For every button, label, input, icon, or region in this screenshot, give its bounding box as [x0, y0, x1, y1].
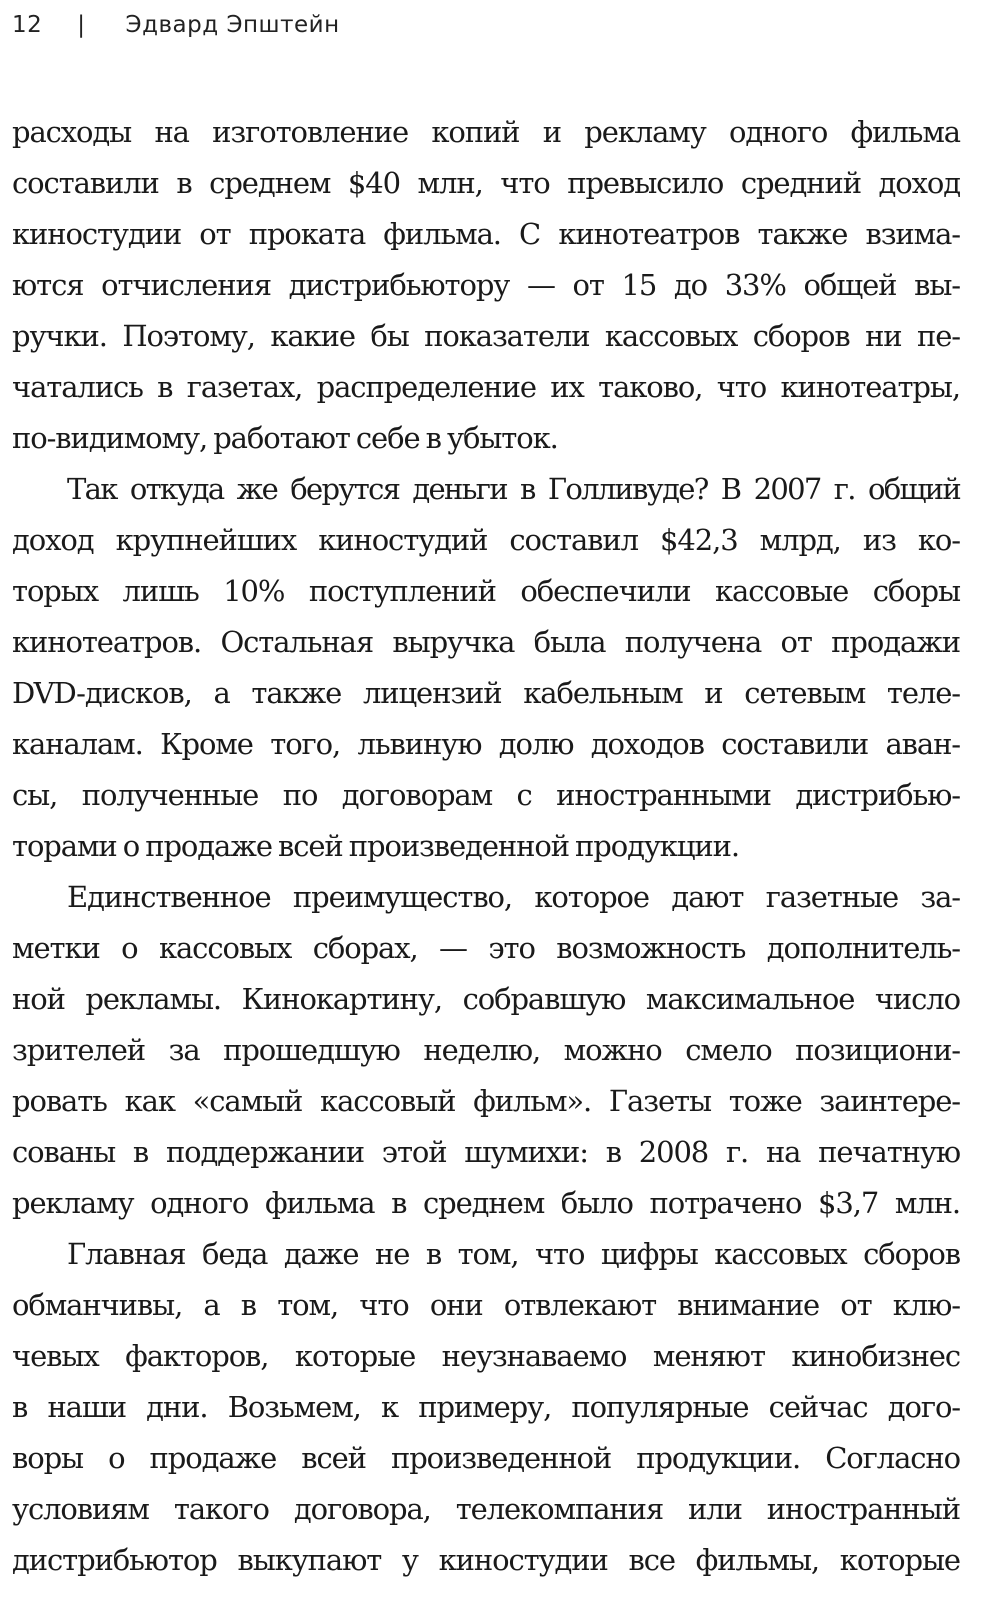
paragraph-3	[12, 872, 960, 1229]
text-line: дистрибьютор выкупают у киностудии все фильмы, которые	[12, 1543, 960, 1577]
text-line: сованы в поддержании этой шумихи: в 2008 г. на печатную	[12, 1135, 960, 1169]
text-line: ной рекламы. Кинокартину, собравшую максимальное число	[12, 982, 960, 1016]
text-line: Главная беда даже не в том, что цифры кассовых сборов	[67, 1237, 960, 1271]
text-line: сы, полученные по договорам с иностранными дистрибью-	[12, 778, 960, 812]
text-line: метки о кассовых сборах, — это возможность дополнитель-	[12, 931, 960, 965]
text-line: рекламу одного фильма в среднем было потрачено $3,7 млн.	[12, 1186, 960, 1220]
text-line: Единственное преимущество, которое дают газетные за-	[67, 880, 960, 914]
text-line: каналам. Кроме того, львиную долю доходов составили аван-	[12, 727, 960, 761]
header-separator: |	[77, 12, 86, 38]
text-line: расходы на изготовление копий и рекламу одного фильма	[12, 115, 960, 149]
paragraph-2	[12, 464, 960, 872]
paragraph-1	[12, 107, 960, 464]
text-line: составили в среднем $40 млн, что превысило средний доход	[12, 166, 960, 200]
running-head	[12, 8, 340, 42]
text-line: чатались в газетах, распределение их таково, что кинотеатры,	[12, 370, 960, 404]
text-line: условиям такого договора, телекомпания или иностранный	[12, 1492, 960, 1526]
text-line: Так откуда же берутся деньги в Голливуде? В 2007 г. общий	[67, 472, 960, 506]
text-line: ручки. Поэтому, какие бы показатели кассовых сборов ни пе-	[12, 319, 960, 353]
text-line: торых лишь 10% поступлений обеспечили кассовые сборы	[12, 574, 960, 608]
paragraph-4	[12, 1229, 960, 1586]
text-line: зрителей за прошедшую неделю, можно смело позициони-	[12, 1033, 960, 1067]
text-line: ровать как «самый кассовый фильм». Газеты тоже заинтере-	[12, 1084, 960, 1118]
text-line: в наши дни. Возьмем, к примеру, популярные сейчас дого-	[12, 1390, 960, 1424]
body-text	[12, 107, 960, 1586]
text-line: киностудии от проката фильма. С кинотеатров также взима-	[12, 217, 960, 251]
text-line: по-видимому, работают себе в убыток.	[12, 421, 558, 455]
text-line: воры о продаже всей произведенной продукции. Согласно	[12, 1441, 960, 1475]
text-line: доход крупнейших киностудий составил $42,3 млрд, из ко-	[12, 523, 960, 557]
text-line: торами о продаже всей произведенной продукции.	[12, 829, 739, 863]
page-number: 12	[12, 12, 43, 38]
author-name: Эдвард Эпштейн	[125, 12, 340, 38]
text-line: ются отчисления дистрибьютору — от 15 до 33% общей вы-	[12, 268, 960, 302]
text-line: кинотеатров. Остальная выручка была получена от продажи	[12, 625, 960, 659]
text-line: чевых факторов, которые неузнаваемо меняют кинобизнес	[12, 1339, 960, 1373]
text-line: DVD-дисков, а также лицензий кабельным и сетевым теле-	[12, 676, 960, 710]
text-line: обманчивы, а в том, что они отвлекают внимание от клю-	[12, 1288, 960, 1322]
